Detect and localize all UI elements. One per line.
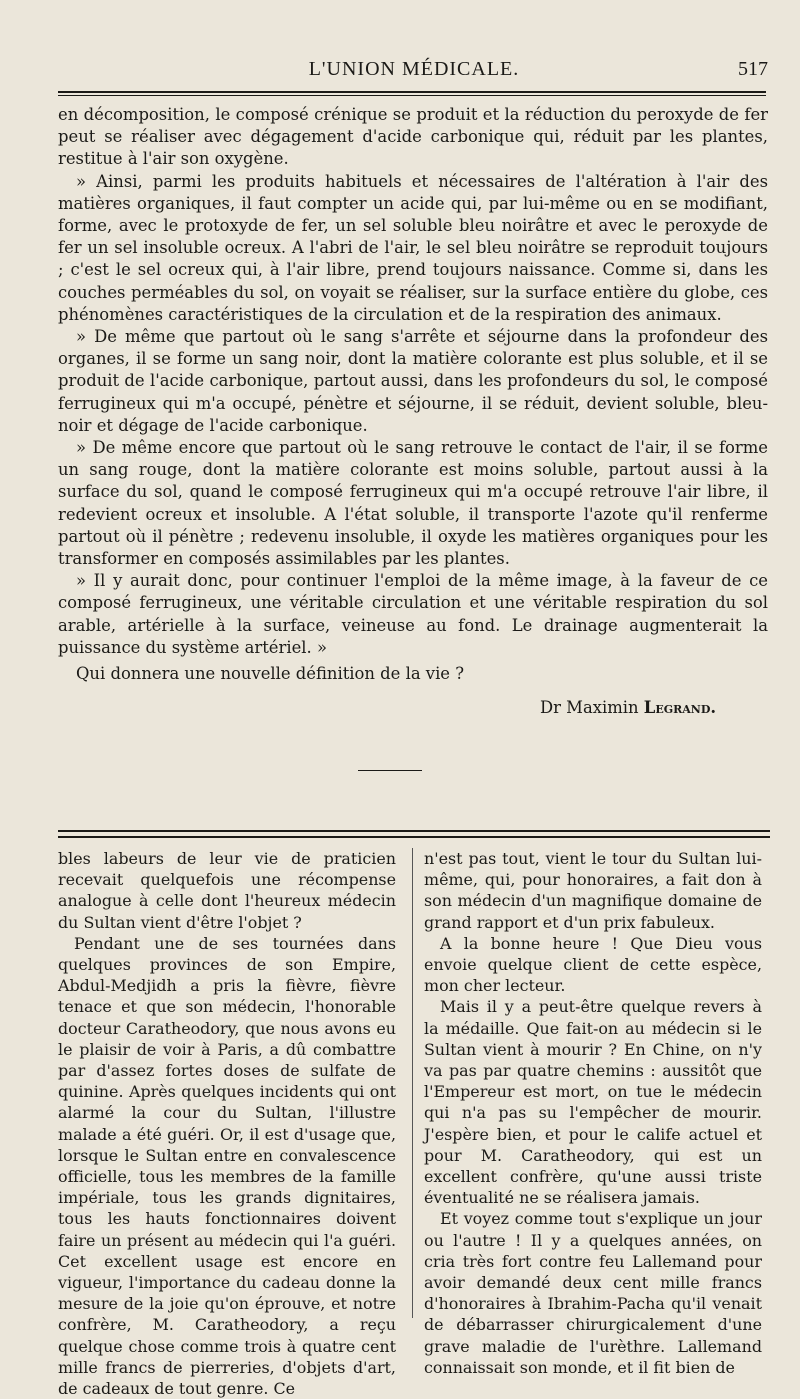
author-signature [540, 698, 770, 717]
article-paragraph: en décomposition, le composé crénique se produit et la réduction du peroxyde de fer peut se réaliser avec dégagement d'acide carbonique qui, réduit par les plantes, restitue à l'air son oxygène. [58, 105, 768, 169]
article-paragraph: » De même que partout où le sang s'arrête et séjourne dans la profondeur des organes, il se forme un sang noir, dont la matière colorante est plus soluble, et il se produit de l'acide carbonique, partout aussi, dans les profondeurs du sol, le composé ferrugineux qui m'a occupé, pénètre et séjourne, il se réduit, devient soluble, bleu-noir et dégage de l'acide carbonique. [58, 327, 768, 435]
feuilleton-rule-top [58, 830, 770, 832]
column-divider [412, 848, 413, 1318]
feuilleton-left-column [58, 848, 396, 1399]
page-number: 517 [738, 58, 768, 80]
closing-question: Qui donnera une nouvelle définition de la vie ? [76, 664, 465, 684]
article-body [58, 104, 768, 685]
feuilleton-right-column [424, 848, 762, 1378]
article-paragraph: » Il y aurait donc, pour continuer l'emploi de la même image, à la faveur de ce composé ferrugineux, une véritable circulation et une véritable respiration du sol arable, artérielle à la surface, veineuse au fond. Le drainage augmenterait la puissance du système artériel. » [58, 571, 768, 657]
journal-title: L'UNION MÉDICALE. [308, 58, 520, 80]
feuilleton-paragraph: A la bonne heure ! Que Dieu vous envoie quelque client de cette espèce, mon cher lecteur. [424, 933, 762, 996]
feuilleton-paragraph: bles labeurs de leur vie de praticien recevait quelquefois une récompense analogue à celle dont l'heureux médecin du Sultan vient d'être l'objet ? [58, 849, 396, 932]
feuilleton-paragraph: Mais il y a peut-être quelque revers à la médaille. Que fait-on au médecin si le Sultan vient à mourir ? En Chine, on n'y va pas par quatre chemins : aussitôt que l'Empereur est mort, on tue le médecin qui n'a pas su l'empêcher de mourir. J'espère bien, et pour le calife actuel et pour M. Caratheodory, qui est un excellent confrère, qu'une aussi triste éventualité ne se réalisera jamais. [424, 997, 762, 1208]
signature-prefix: Dr Maximin [540, 698, 639, 717]
feuilleton-paragraph: Pendant une de ses tournées dans quelques provinces de son Empire, Abdul-Medjidh a pris la fièvre, fièvre tenace et que son médecin, l'honorable docteur Caratheodory, que nous avons eu le plaisir de voir à Paris, a dû combattre par d'assez fortes doses de sulfate de quinine. Après quelques incidents qui ont alarmé la cour du Sultan, l'illustre malade a été guéri. Or, il est d'usage que, lorsque le Sultan entre en convalescence officielle, tous les membres de la famille impériale, tous les grands dignitaires, tous les hauts fonctionnaires doivent faire un présent au médecin qui l'a guéri. Cet excellent usage est encore en vigueur, l'importance du cadeau donne la mesure de la joie qu'on éprouve, et notre confrère, M. Caratheodory, a reçu quelque chose comme trois à quatre cent mille francs de pierreries, d'objets d'art, de cadeaux de tout genre. Ce [58, 933, 396, 1399]
feuilleton-paragraph: n'est pas tout, vient le tour du Sultan lui-même, qui, pour honoraires, a fait don à son médecin d'un magnifique domaine de grand rapport et d'un prix fabuleux. [424, 849, 762, 932]
page-header [58, 52, 770, 92]
section-separator [358, 770, 422, 771]
header-rule [58, 91, 766, 96]
feuilleton-rule-bottom [58, 836, 770, 838]
signature-surname: Legrand. [643, 698, 717, 717]
article-paragraph: » Ainsi, parmi les produits habituels et nécessaires de l'altération à l'air des matières organiques, il faut compter un acide qui, par lui-même ou en se modifiant, forme, avec le protoxyde de fer, un sel soluble bleu noirâtre et avec le peroxyde de fer un sel insoluble ocreux. A l'abri de l'air, le sel bleu noirâtre se reproduit toujours ; c'est le sel ocreux qui, à l'air libre, prend toujours naissance. Comme si, dans les couches perméables du sol, on voyait se réaliser, sur la surface entière du globe, ces phénomènes caractéristiques de la circulation et de la respiration des animaux. [58, 171, 768, 324]
feuilleton-paragraph: Et voyez comme tout s'explique un jour ou l'autre ! Il y a quelques années, on cria très fort contre feu Lallemand pour avoir demandé deux cent mille francs d'honoraires à Ibrahim-Pacha qu'il venait de débarrasser chirurgicalement d'une grave maladie de l'urèthre. Lallemand connaissait son monde, et il fit bien de [424, 1209, 762, 1377]
article-paragraph: » De même encore que partout où le sang retrouve le contact de l'air, il se forme un sang rouge, dont la matière colorante est moins soluble, partout aussi à la surface du sol, quand le composé ferrugineux qui m'a occupé retrouve l'air libre, il redevient ocreux et insoluble. A l'état soluble, il transporte l'azote qu'il renferme partout où il pénètre ; redevenu insoluble, il oxyde les matières organiques pour les transformer en composés assimilables par les plantes. [58, 438, 768, 569]
